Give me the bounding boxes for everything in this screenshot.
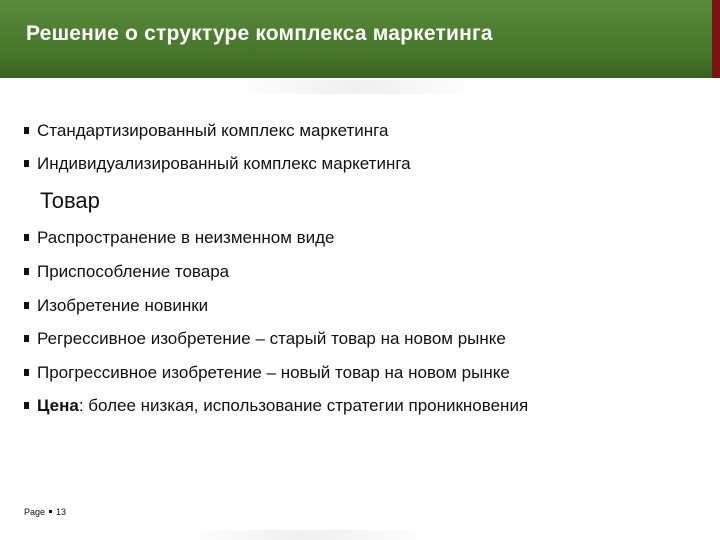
- list-item-text: Приспособление товара: [37, 262, 230, 281]
- bullet-icon: [24, 402, 29, 409]
- bullet-icon: [24, 127, 29, 134]
- price-label: Цена: [37, 396, 79, 415]
- list-item: [24, 363, 510, 383]
- slide-title: Решение о структуре комплекса маркетинга: [26, 22, 493, 45]
- price-item: [24, 396, 528, 416]
- accent-side-bar: [712, 0, 720, 78]
- bullet-icon: [24, 302, 29, 309]
- side-margin: [712, 78, 720, 540]
- list-item-text: Стандартизированный комплекс маркетинга: [37, 121, 389, 140]
- bullet-icon: [24, 160, 29, 167]
- title-bar-shade: [0, 56, 712, 78]
- list-item-text: Распространение в неизменном виде: [37, 228, 335, 247]
- price-text: : более низкая, использование стратегии проникновения: [78, 396, 529, 415]
- faint-watermark-bottom: [182, 530, 432, 540]
- bullet-icon: [24, 369, 29, 376]
- list-item: [24, 296, 208, 316]
- bullet-icon: [24, 234, 29, 241]
- page-label: Page: [24, 507, 46, 517]
- bullet-icon: [24, 335, 29, 342]
- list-item-text: Прогрессивное изобретение – новый товар на новом рынке: [37, 363, 510, 382]
- page-footer: [24, 507, 66, 517]
- list-item: [24, 121, 388, 141]
- faint-watermark: [232, 80, 482, 94]
- list-item: [24, 329, 506, 349]
- list-item: [24, 262, 229, 282]
- bullet-icon: [24, 268, 29, 275]
- separator-dot-icon: [49, 510, 52, 513]
- page-number: 13: [56, 507, 67, 517]
- list-item-text: Индивидуализированный комплекс маркетинга: [37, 154, 411, 173]
- list-item: [24, 154, 411, 174]
- list-item-text: Изобретение новинки: [37, 296, 209, 315]
- subheading-product: Товар: [40, 188, 100, 213]
- list-item: [24, 228, 335, 248]
- list-item-text: Регрессивное изобретение – старый товар на новом рынке: [37, 329, 506, 348]
